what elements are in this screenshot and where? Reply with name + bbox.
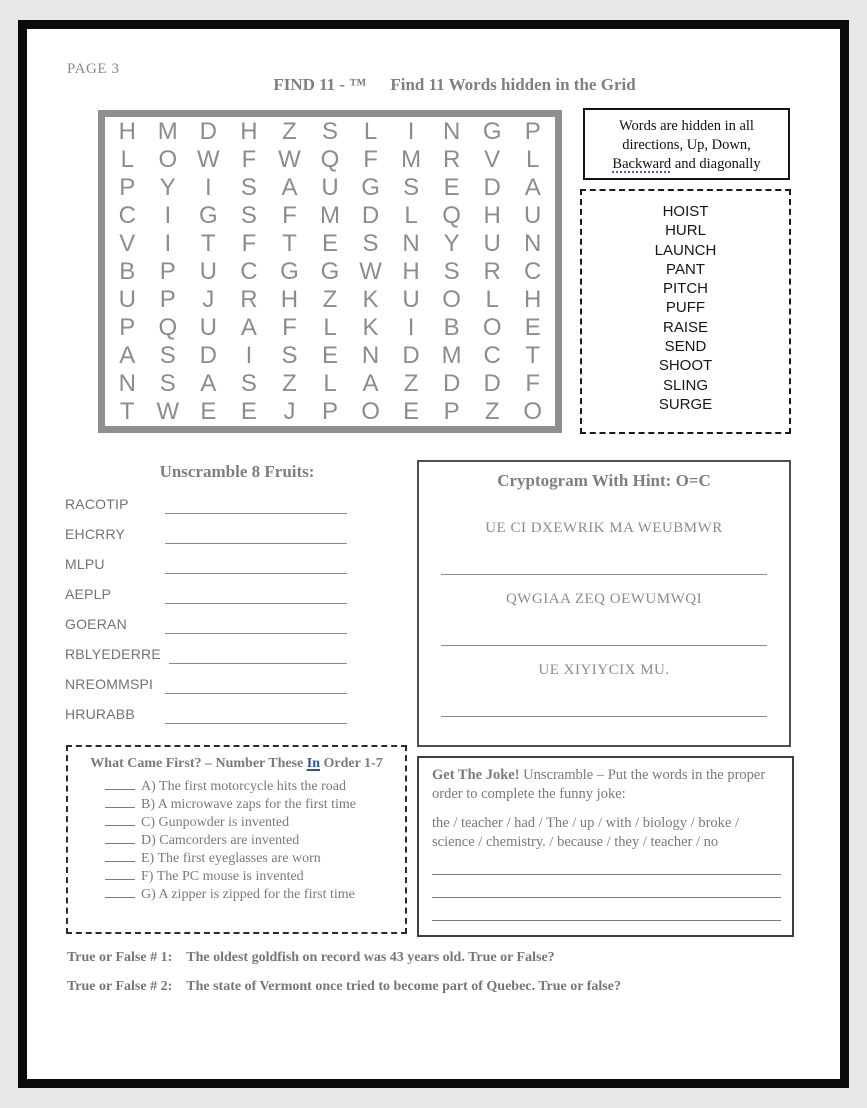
grid-letter-r6c2[interactable]: P — [159, 258, 176, 285]
grid-letter-r5c2[interactable]: I — [164, 230, 172, 257]
true-false-question-2 — [67, 979, 820, 995]
grid-letter-r3c11[interactable]: A — [524, 174, 541, 201]
grid-letter-r5c3[interactable]: T — [201, 230, 216, 257]
grid-letter-r8c11[interactable]: E — [524, 314, 541, 341]
cryptogram-cipher-line: UE XIYIYCIX MU. — [538, 662, 670, 678]
grid-letter-r2c9[interactable]: R — [442, 146, 461, 173]
grid-letter-r6c8[interactable]: H — [402, 258, 420, 285]
unscramble-answer-blank[interactable] — [165, 498, 347, 514]
grid-letter-r2c1[interactable]: L — [120, 146, 134, 173]
grid-letter-r10c6[interactable]: L — [323, 370, 337, 397]
grid-letter-r7c4[interactable]: R — [240, 286, 258, 313]
what-came-first-items — [68, 778, 405, 904]
order-number-blank[interactable] — [105, 832, 135, 844]
grid-letter-r1c7[interactable]: L — [363, 118, 378, 145]
joke-answer-blank[interactable] — [432, 897, 781, 898]
word-list-item: LAUNCH — [654, 241, 717, 259]
grid-letter-r7c10[interactable]: L — [485, 286, 499, 313]
unscramble-section — [65, 493, 347, 733]
what-came-first-item — [105, 814, 405, 832]
grid-letter-r9c4[interactable]: I — [245, 342, 253, 369]
grid-letter-r10c8[interactable]: Z — [403, 370, 419, 397]
grid-letter-r10c10[interactable]: D — [483, 370, 501, 397]
what-came-first-item — [105, 868, 405, 886]
grid-letter-r4c10[interactable]: H — [483, 202, 501, 229]
grid-letter-r2c8[interactable]: M — [401, 146, 422, 173]
joke-heading: Get The Joke! — [432, 767, 520, 783]
true-false-label: True or False # 2: — [67, 979, 173, 994]
grid-letter-r5c7[interactable]: S — [362, 230, 379, 257]
grid-letter-r9c8[interactable]: D — [402, 342, 420, 369]
what-came-first-item — [105, 832, 405, 850]
grid-letter-r2c3[interactable]: W — [197, 146, 220, 173]
unscramble-answer-blank[interactable] — [165, 528, 347, 544]
cryptogram-answer-blank[interactable] — [441, 716, 767, 717]
grid-letter-r3c7[interactable]: G — [361, 174, 380, 201]
joke-instructions-text: Unscramble – Put the words in the proper order to complete the funny joke: — [432, 767, 766, 802]
unscramble-answer-blank[interactable] — [165, 708, 347, 724]
grid-letter-r11c2[interactable]: W — [156, 398, 180, 425]
word-list-item: HURL — [665, 222, 706, 240]
grid-letter-r1c1[interactable]: H — [118, 118, 136, 145]
what-came-first-item-text: C) Gunpowder is invented — [141, 815, 290, 830]
what-came-first-item — [105, 850, 405, 868]
grid-letter-r2c4[interactable]: F — [241, 146, 257, 173]
grid-letter-r6c10[interactable]: R — [483, 258, 501, 285]
grid-letter-r1c2[interactable]: M — [157, 118, 178, 145]
grid-letter-r3c5[interactable]: A — [281, 174, 298, 201]
grid-letter-r3c1[interactable]: P — [119, 174, 136, 201]
grid-letter-r8c6[interactable]: L — [323, 314, 337, 341]
grid-letter-r5c6[interactable]: E — [321, 230, 338, 257]
worksheet-page — [18, 20, 849, 1088]
grid-letter-r8c1[interactable]: P — [119, 314, 136, 341]
grid-letter-r11c5[interactable]: J — [283, 398, 296, 425]
order-number-blank[interactable] — [105, 778, 135, 790]
cryptogram-answer-blank[interactable] — [441, 645, 767, 646]
grid-letter-r4c8[interactable]: L — [404, 202, 418, 229]
grid-letter-r5c9[interactable]: Y — [443, 230, 460, 257]
grid-letter-r7c9[interactable]: O — [442, 286, 461, 313]
word-list-item: SHOOT — [658, 357, 713, 375]
grid-letter-r7c6[interactable]: Z — [322, 286, 338, 313]
unscramble-row — [65, 583, 347, 604]
grid-letter-r8c4[interactable]: A — [240, 314, 257, 341]
grid-letter-r10c11[interactable]: F — [525, 370, 541, 397]
grid-letter-r6c11[interactable]: C — [524, 258, 542, 285]
joke-answer-blank[interactable] — [432, 920, 781, 921]
grid-letter-r2c5[interactable]: W — [278, 146, 301, 173]
grid-letter-r4c11[interactable]: U — [524, 202, 542, 229]
grid-letter-r2c6[interactable]: Q — [320, 146, 340, 173]
grid-letter-r4c6[interactable]: M — [319, 202, 340, 229]
grid-letter-r3c3[interactable]: I — [205, 174, 212, 201]
true-false-section — [67, 950, 820, 1008]
note-text-before: Words are hidden in all directions, Up, Down, — [619, 118, 754, 153]
grid-letter-r5c11[interactable]: N — [524, 230, 542, 257]
unscramble-row — [65, 673, 347, 694]
scrambled-word: RACOTIP — [65, 495, 129, 512]
joke-box — [417, 756, 794, 937]
true-false-text: The state of Vermont once tried to become part of Quebec. True or false? — [186, 979, 621, 994]
unscramble-row — [65, 493, 347, 514]
joke-scrambled-words: the / teacher / had / The / up / with / biology / broke / science / chemistry. / because / they / teacher / no — [432, 815, 739, 850]
joke-instructions — [432, 766, 779, 804]
unscramble-answer-blank[interactable] — [165, 588, 347, 604]
grid-letter-r9c5[interactable]: S — [281, 342, 298, 369]
order-number-blank[interactable] — [105, 886, 135, 898]
grid-letter-r1c10[interactable]: G — [482, 118, 502, 145]
grid-letter-r9c2[interactable]: S — [159, 342, 176, 369]
grid-letter-r9c9[interactable]: M — [441, 342, 462, 369]
grid-letter-r4c7[interactable]: D — [361, 202, 380, 229]
grid-letter-r9c7[interactable]: N — [361, 342, 380, 369]
grid-letter-r4c1[interactable]: C — [118, 202, 136, 229]
scrambled-word: EHCRRY — [65, 525, 126, 542]
grid-letter-r3c2[interactable]: Y — [159, 174, 176, 201]
grid-letter-r10c2[interactable]: S — [159, 370, 176, 397]
cryptogram-cipher-line: UE CI DXEWRIK MA WEUBMWR — [485, 520, 723, 536]
what-came-first-item-text: D) Camcorders are invented — [141, 833, 300, 848]
grid-letter-r6c6[interactable]: G — [320, 258, 340, 285]
grid-letter-r6c3[interactable]: U — [199, 258, 218, 285]
what-came-first-item-text: F) The PC mouse is invented — [141, 869, 304, 884]
order-number-blank[interactable] — [105, 868, 135, 880]
grid-letter-r1c5[interactable]: Z — [282, 118, 297, 145]
word-search-grid[interactable] — [98, 110, 562, 433]
wcf-title-suffix: Order 1-7 — [319, 756, 383, 771]
what-came-first-item — [105, 886, 405, 904]
grid-letter-r11c6[interactable]: P — [321, 398, 338, 425]
grid-letter-r11c10[interactable]: Z — [484, 398, 500, 425]
grid-letter-r10c9[interactable]: D — [442, 370, 461, 397]
grid-letter-r5c4[interactable]: F — [241, 230, 257, 257]
what-came-first-item — [105, 796, 405, 814]
word-list-item: PANT — [666, 260, 705, 278]
cryptogram-cipher-line: QWGIAA ZEQ OEWUMWQI — [505, 591, 703, 607]
what-came-first-item-text: G) A zipper is zipped for the first time — [141, 887, 355, 902]
grid-letter-r9c3[interactable]: D — [199, 342, 218, 369]
scrambled-word: HRURABB — [65, 705, 135, 722]
cryptogram-title: Cryptogram With Hint: O=C — [497, 471, 711, 490]
word-list-item: RAISE — [662, 318, 708, 336]
word-list-item: HOIST — [662, 203, 709, 220]
unscramble-row — [65, 643, 347, 664]
grid-letter-r7c11[interactable]: H — [524, 286, 542, 313]
scrambled-word: RBLYEDERRE — [65, 645, 161, 662]
cryptogram-answer-blank[interactable] — [441, 574, 767, 575]
word-list-item: SURGE — [658, 395, 713, 413]
grid-letter-r4c3[interactable]: G — [199, 202, 218, 229]
order-number-blank[interactable] — [105, 814, 135, 826]
what-came-first-item-text: A) The first motorcycle hits the road — [141, 779, 347, 794]
grid-letter-r6c1[interactable]: B — [119, 258, 136, 285]
grid-letter-r6c4[interactable]: C — [240, 258, 258, 285]
grid-letter-r9c1[interactable]: A — [119, 342, 136, 369]
scrambled-word: NREOMMSPI — [65, 675, 154, 692]
what-came-first-item-text: E) The first eyeglasses are worn — [141, 851, 321, 866]
grid-letter-r9c11[interactable]: T — [525, 342, 541, 369]
order-number-blank[interactable] — [105, 796, 135, 808]
what-came-first-box — [66, 745, 407, 934]
grid-letter-r4c5[interactable]: F — [282, 202, 297, 229]
word-list-item: PITCH — [663, 280, 708, 298]
title-subtitle: Find 11 Words hidden in the Grid — [390, 75, 636, 94]
what-came-first-item-text: B) A microwave zaps for the first time — [141, 797, 356, 812]
grid-letter-r2c10[interactable]: V — [484, 146, 501, 173]
grid-letter-r3c10[interactable]: D — [483, 174, 501, 201]
page-title — [27, 75, 840, 95]
unscramble-row — [65, 523, 347, 544]
word-list-item: SEND — [664, 338, 707, 356]
grid-letter-r1c9[interactable]: N — [442, 118, 461, 145]
grid-letter-r1c11[interactable]: P — [524, 118, 541, 145]
scrambled-word: AEPLP — [65, 585, 112, 602]
grid-letter-r11c9[interactable]: P — [443, 398, 460, 425]
unscramble-row — [65, 553, 347, 574]
grid-letter-r8c7[interactable]: K — [362, 314, 379, 341]
grid-letter-r8c3[interactable]: U — [199, 314, 218, 341]
unscramble-answer-blank[interactable] — [165, 618, 347, 634]
grid-letter-r3c6[interactable]: U — [321, 174, 339, 201]
grid-letter-r6c9[interactable]: S — [443, 258, 460, 285]
word-list-item: SLING — [662, 376, 708, 394]
unscramble-answer-blank[interactable] — [165, 678, 347, 694]
grid-letter-r11c3[interactable]: E — [200, 398, 217, 425]
grid-letter-r9c6[interactable]: E — [321, 342, 338, 369]
grid-letter-r7c8[interactable]: U — [402, 286, 420, 313]
wcf-title-underlined-word: In — [306, 756, 320, 771]
word-list-box — [580, 189, 791, 434]
grid-letter-r3c8[interactable]: S — [403, 174, 420, 201]
grid-letter-r4c9[interactable]: Q — [442, 202, 461, 229]
grid-letter-r9c10[interactable]: C — [483, 342, 501, 369]
scrambled-word: GOERAN — [65, 615, 127, 632]
grid-letter-r2c11[interactable]: L — [526, 146, 540, 173]
grid-letter-r2c2[interactable]: O — [158, 146, 178, 173]
grid-letter-r5c5[interactable]: T — [282, 230, 297, 257]
grid-letter-r4c4[interactable]: S — [240, 202, 257, 229]
grid-letter-r10c3[interactable]: A — [200, 370, 217, 397]
grid-letter-r10c5[interactable]: Z — [282, 370, 297, 397]
grid-letter-r8c8[interactable]: I — [407, 314, 415, 341]
grid-letter-r10c1[interactable]: N — [118, 370, 136, 397]
grid-letter-r1c6[interactable]: S — [321, 118, 338, 145]
unscramble-answer-blank[interactable] — [169, 648, 347, 664]
grid-letter-r5c8[interactable]: N — [402, 230, 420, 257]
grid-letter-r5c10[interactable]: U — [483, 230, 501, 257]
grid-letter-r3c9[interactable]: E — [443, 174, 460, 201]
directions-note-box — [583, 108, 790, 180]
grid-letter-r5c1[interactable]: V — [119, 230, 136, 257]
grid-letter-r8c10[interactable]: O — [482, 314, 502, 341]
scrambled-word: MLPU — [65, 555, 105, 572]
true-false-text: The oldest goldfish on record was 43 years old. True or False? — [186, 950, 555, 965]
grid-letter-r8c5[interactable]: F — [282, 314, 297, 341]
grid-letter-r7c5[interactable]: H — [280, 286, 299, 313]
note-underlined-word: Backward — [612, 156, 672, 172]
cryptogram-box — [417, 460, 791, 747]
grid-letter-r7c1[interactable]: U — [118, 286, 136, 313]
joke-answer-blank[interactable] — [432, 874, 781, 875]
grid-letter-r7c7[interactable]: K — [362, 286, 379, 313]
grid-letter-r7c2[interactable]: P — [159, 286, 176, 313]
grid-letter-r6c7[interactable]: W — [359, 258, 382, 285]
grid-letter-r11c7[interactable]: O — [361, 398, 380, 425]
grid-letter-r3c4[interactable]: S — [240, 174, 257, 201]
order-number-blank[interactable] — [105, 850, 135, 862]
grid-letter-r6c5[interactable]: G — [280, 258, 299, 285]
true-false-label: True or False # 1: — [67, 950, 173, 965]
wcf-title-prefix: What Came First? – Number These — [90, 756, 307, 771]
grid-letter-r11c4[interactable]: E — [240, 398, 257, 425]
grid-letter-r1c3[interactable]: D — [199, 118, 218, 145]
grid-letter-r7c3[interactable]: J — [202, 286, 215, 313]
grid-letter-r1c4[interactable]: H — [240, 118, 258, 145]
true-false-question-1 — [67, 950, 820, 966]
grid-letter-r11c1[interactable]: T — [119, 398, 135, 425]
what-came-first-item — [105, 778, 405, 796]
grid-letter-r8c2[interactable]: Q — [158, 314, 178, 341]
grid-letter-r1c8[interactable]: I — [407, 118, 415, 145]
word-list-item: PUFF — [665, 299, 706, 317]
grid-letter-r11c8[interactable]: E — [403, 398, 420, 425]
grid-letter-r2c7[interactable]: F — [363, 146, 378, 173]
grid-letter-r10c7[interactable]: A — [362, 370, 379, 397]
what-came-first-title — [68, 756, 405, 772]
grid-letter-r10c4[interactable]: S — [240, 370, 257, 397]
unscramble-row — [65, 703, 347, 724]
grid-letter-r8c9[interactable]: B — [443, 314, 460, 341]
unscramble-row — [65, 613, 347, 634]
title-brand: FIND 11 - ™ — [273, 75, 367, 94]
unscramble-title: Unscramble 8 Fruits: — [159, 462, 315, 481]
grid-letter-r4c2[interactable]: I — [164, 202, 172, 229]
page-number-label: PAGE 3 — [67, 61, 120, 77]
grid-letter-r11c11[interactable]: O — [523, 398, 543, 425]
note-text-after: and diagonally — [671, 156, 761, 172]
unscramble-answer-blank[interactable] — [165, 558, 347, 574]
